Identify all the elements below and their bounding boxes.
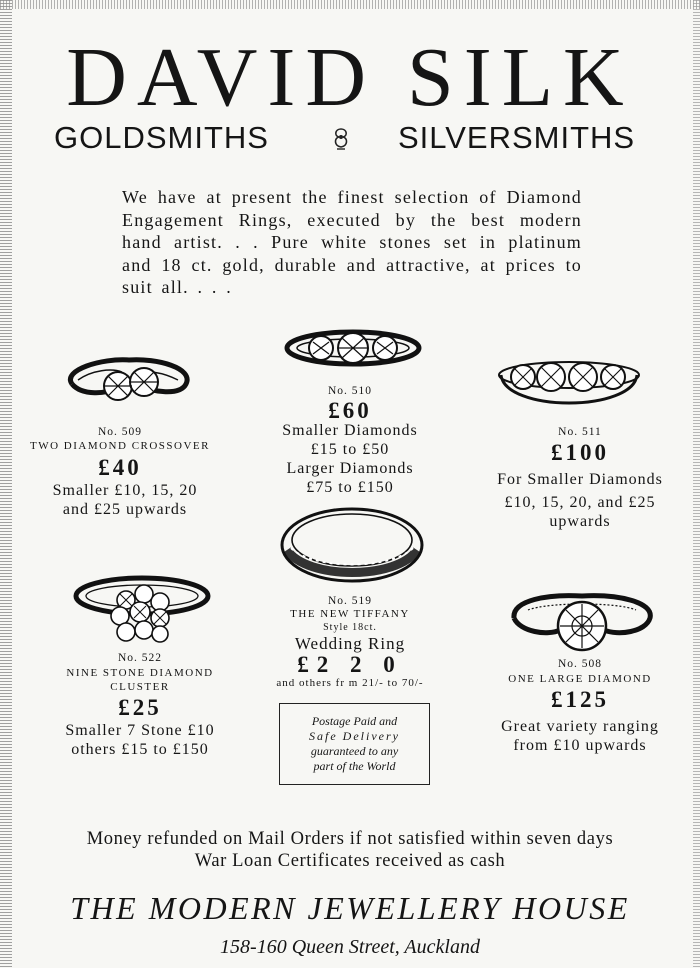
ring-508-name: ONE LARGE DIAMOND bbox=[508, 673, 652, 685]
ring-511-image bbox=[495, 353, 643, 413]
ring-519-note: and others fr m 21/- to 70/- bbox=[276, 677, 424, 689]
ring-508-note-1: Great variety ranging bbox=[501, 718, 659, 735]
ring-509-image bbox=[62, 352, 197, 422]
postage-line-3: guaranteed to any bbox=[310, 744, 399, 758]
ring-511-note-3: upwards bbox=[549, 513, 611, 530]
ring-522-price: £25 bbox=[118, 695, 162, 720]
ring-522-number: No. 522 bbox=[117, 652, 163, 664]
ring-509-number: No. 509 bbox=[97, 426, 143, 438]
postage-line-1: Postage Paid and bbox=[311, 714, 398, 728]
ring-508-number: No. 508 bbox=[557, 658, 603, 670]
ring-522-note-1: Smaller 7 Stone £10 bbox=[65, 722, 215, 739]
ring-509-name: TWO DIAMOND CROSSOVER bbox=[29, 440, 210, 452]
ornament-icon bbox=[330, 126, 352, 156]
ring-519-wedding: Wedding Ring bbox=[294, 634, 406, 653]
ring-510-note-1: Smaller Diamonds bbox=[282, 422, 418, 439]
ring-522-image bbox=[70, 570, 215, 652]
ring-509-note-1: Smaller £10, 15, 20 bbox=[52, 482, 198, 499]
ring-519-style: Style 18ct. bbox=[323, 622, 377, 633]
ring-510-note-2: £15 to £50 bbox=[310, 441, 390, 458]
postage-box bbox=[279, 703, 430, 785]
ring-508-price: £125 bbox=[551, 687, 609, 712]
ring-511-price: £100 bbox=[551, 440, 609, 465]
ring-508-image bbox=[508, 588, 656, 658]
ring-519-number: No. 519 bbox=[327, 595, 373, 607]
refund-line: Money refunded on Mail Orders if not satisfied within seven days bbox=[86, 829, 614, 849]
scan-edge-right bbox=[693, 0, 700, 968]
ring-509-price: £40 bbox=[98, 455, 142, 480]
postage-line-4: part of the World bbox=[313, 759, 396, 773]
jewellery-house-title: THE MODERN JEWELLERY HOUSE bbox=[70, 890, 630, 926]
ring-519-price: £2 2 0 bbox=[297, 652, 403, 677]
ring-522-name-2: CLUSTER bbox=[110, 681, 170, 693]
ring-509-note-2: and £25 upwards bbox=[62, 501, 188, 518]
ring-510-image bbox=[283, 322, 423, 378]
ring-522-name-1: NINE STONE DIAMOND bbox=[66, 667, 214, 679]
shop-title: DAVID SILK bbox=[66, 31, 634, 124]
ring-522-note-2: others £15 to £150 bbox=[71, 741, 209, 758]
ring-511-number: No. 511 bbox=[558, 426, 602, 438]
ring-519-image bbox=[277, 504, 427, 586]
postage-line-2: Safe Delivery bbox=[309, 729, 400, 743]
goldsmiths-label: GOLDSMITHS bbox=[54, 120, 269, 155]
ring-510-price: £60 bbox=[328, 398, 372, 423]
scan-edge-left bbox=[0, 0, 12, 968]
ring-511-note-1: For Smaller Diamonds bbox=[497, 471, 663, 488]
ring-510-number: No. 510 bbox=[327, 385, 373, 397]
war-loan-line: War Loan Certificates received as cash bbox=[194, 851, 506, 871]
ring-510-note-3: Larger Diamonds bbox=[286, 460, 414, 477]
silversmiths-label: SILVERSMITHS bbox=[398, 120, 636, 155]
ring-511-note-2: £10, 15, 20, and £25 bbox=[504, 494, 656, 511]
ring-510-note-4: £75 to £150 bbox=[306, 479, 394, 496]
scan-edge-top bbox=[0, 0, 700, 9]
ring-519-name: THE NEW TIFFANY bbox=[290, 608, 410, 620]
ring-508-note-2: from £10 upwards bbox=[513, 737, 647, 754]
shop-address: 158-160 Queen Street, Auckland bbox=[220, 936, 480, 958]
intro-paragraph: We have at present the finest selection of Diamond Engagement Rings, executed by the best modern hand artist. . . Pure white stones set in platinum and 18 ct. gold, durable and attractive, at prices to suit all. . . . bbox=[122, 187, 582, 297]
